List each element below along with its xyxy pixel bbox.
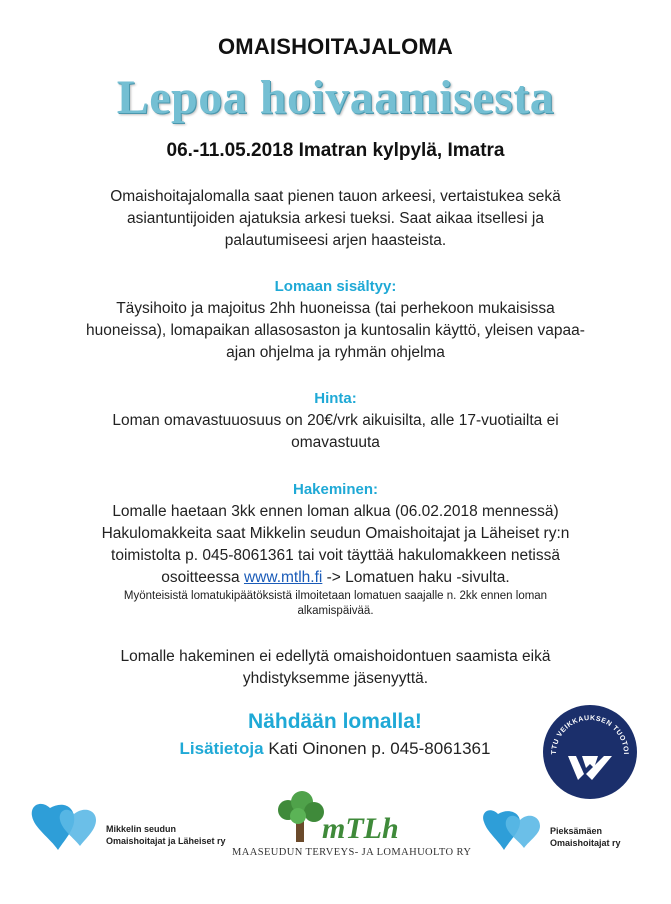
contact-label: Lisätietoja <box>179 739 264 758</box>
contact-text: Kati Oinonen p. 045-8061361 <box>263 739 491 758</box>
included-line: huoneissa), lomapaikan allasosaston ja kuntosalin käyttö, yleisen vapaa- <box>86 322 585 339</box>
tree-icon <box>230 788 399 846</box>
mikkeli-omaishoitajat-logo <box>30 800 230 860</box>
right-logo-line: Pieksämäen <box>550 826 603 836</box>
included-line: ajan ohjelma ja ryhmän ohjelma <box>226 344 445 361</box>
apply-line-prefix: osoitteessa <box>161 569 244 586</box>
apply-section <box>60 479 611 619</box>
page-headline: Lepoa hoivaamisesta <box>116 71 555 124</box>
apply-footnote: Myönteisistä lomatukipäätöksistä ilmoitetaan lomatuen saajalle n. 2kk ennen loman <box>123 590 548 602</box>
apply-line <box>60 567 611 589</box>
included-section <box>60 276 611 364</box>
included-title: Lomaan sisältyy: <box>274 278 397 295</box>
apply-footnote: alkamispäivää. <box>297 605 374 617</box>
left-logo-line: Mikkelin seudun <box>106 824 177 834</box>
page-kicker: OMAISHOITAJALOMA <box>217 34 453 59</box>
apply-line-suffix: -> Lomatuen haku -sivulta. <box>322 569 510 586</box>
price-section <box>60 388 611 454</box>
note-line: yhdistyksemme jäsenyyttä. <box>242 670 429 687</box>
mtlh-mark: mTLh <box>322 812 399 845</box>
price-title: Hinta: <box>314 390 357 407</box>
apply-line: Hakulomakkeita saat Mikkelin seudun Omaishoitajat ja Läheiset ry:n <box>101 525 570 542</box>
mtlh-logo <box>230 788 472 868</box>
price-line: Loman omavastuuosuus on 20€/vrk aikuisilta, alle 17-vuotiailta ei <box>112 412 559 429</box>
apply-line: Lomalle haetaan 3kk ennen loman alkua (06.02.2018 mennessä) <box>112 503 559 520</box>
note-line: Lomalle hakeminen ei edellytä omaishoidontuen saamista eikä <box>120 648 551 665</box>
mtlh-tagline: MAASEUDUN TERVEYS- JA LOMAHUOLTO RY <box>232 847 472 858</box>
apply-title: Hakeminen: <box>292 481 379 498</box>
website-link[interactable]: www.mtlh.fi <box>243 569 323 586</box>
note-section <box>60 646 611 690</box>
pieksamaki-omaishoitajat-logo <box>482 808 652 858</box>
event-dateline: 06.-11.05.2018 Imatran kylpylä, Imatra <box>166 140 505 161</box>
heart-icon <box>482 808 548 858</box>
veikkaus-badge-icon <box>542 704 638 800</box>
intro-section <box>60 186 611 252</box>
intro-line: asiantuntijoiden ajatuksia arkesi tueksi. Saat aikaa itsellesi ja <box>126 210 544 227</box>
heart-icon <box>30 800 104 860</box>
price-line: omavastuuta <box>291 434 380 451</box>
included-line: Täysihoito ja majoitus 2hh huoneissa (tai perhekoon mukaisissa <box>116 300 555 317</box>
right-logo-line: Omaishoitajat ry <box>550 838 621 848</box>
contact-info <box>130 739 540 759</box>
intro-line: Omaishoitajalomalla saat pienen tauon arkeesi, vertaistukea sekä <box>110 188 561 205</box>
badge-text: TTU VEIKKAUKSEN TUOTOI <box>550 714 630 755</box>
left-logo-line: Omaishoitajat ja Läheiset ry <box>106 836 226 846</box>
intro-line: palautumiseesi arjen haasteista. <box>224 232 447 249</box>
apply-line: toimistolta p. 045-8061361 tai voit täyttää hakulomakkeen netissä <box>111 547 560 564</box>
closing-greeting: Nähdään lomalla! <box>248 710 422 733</box>
